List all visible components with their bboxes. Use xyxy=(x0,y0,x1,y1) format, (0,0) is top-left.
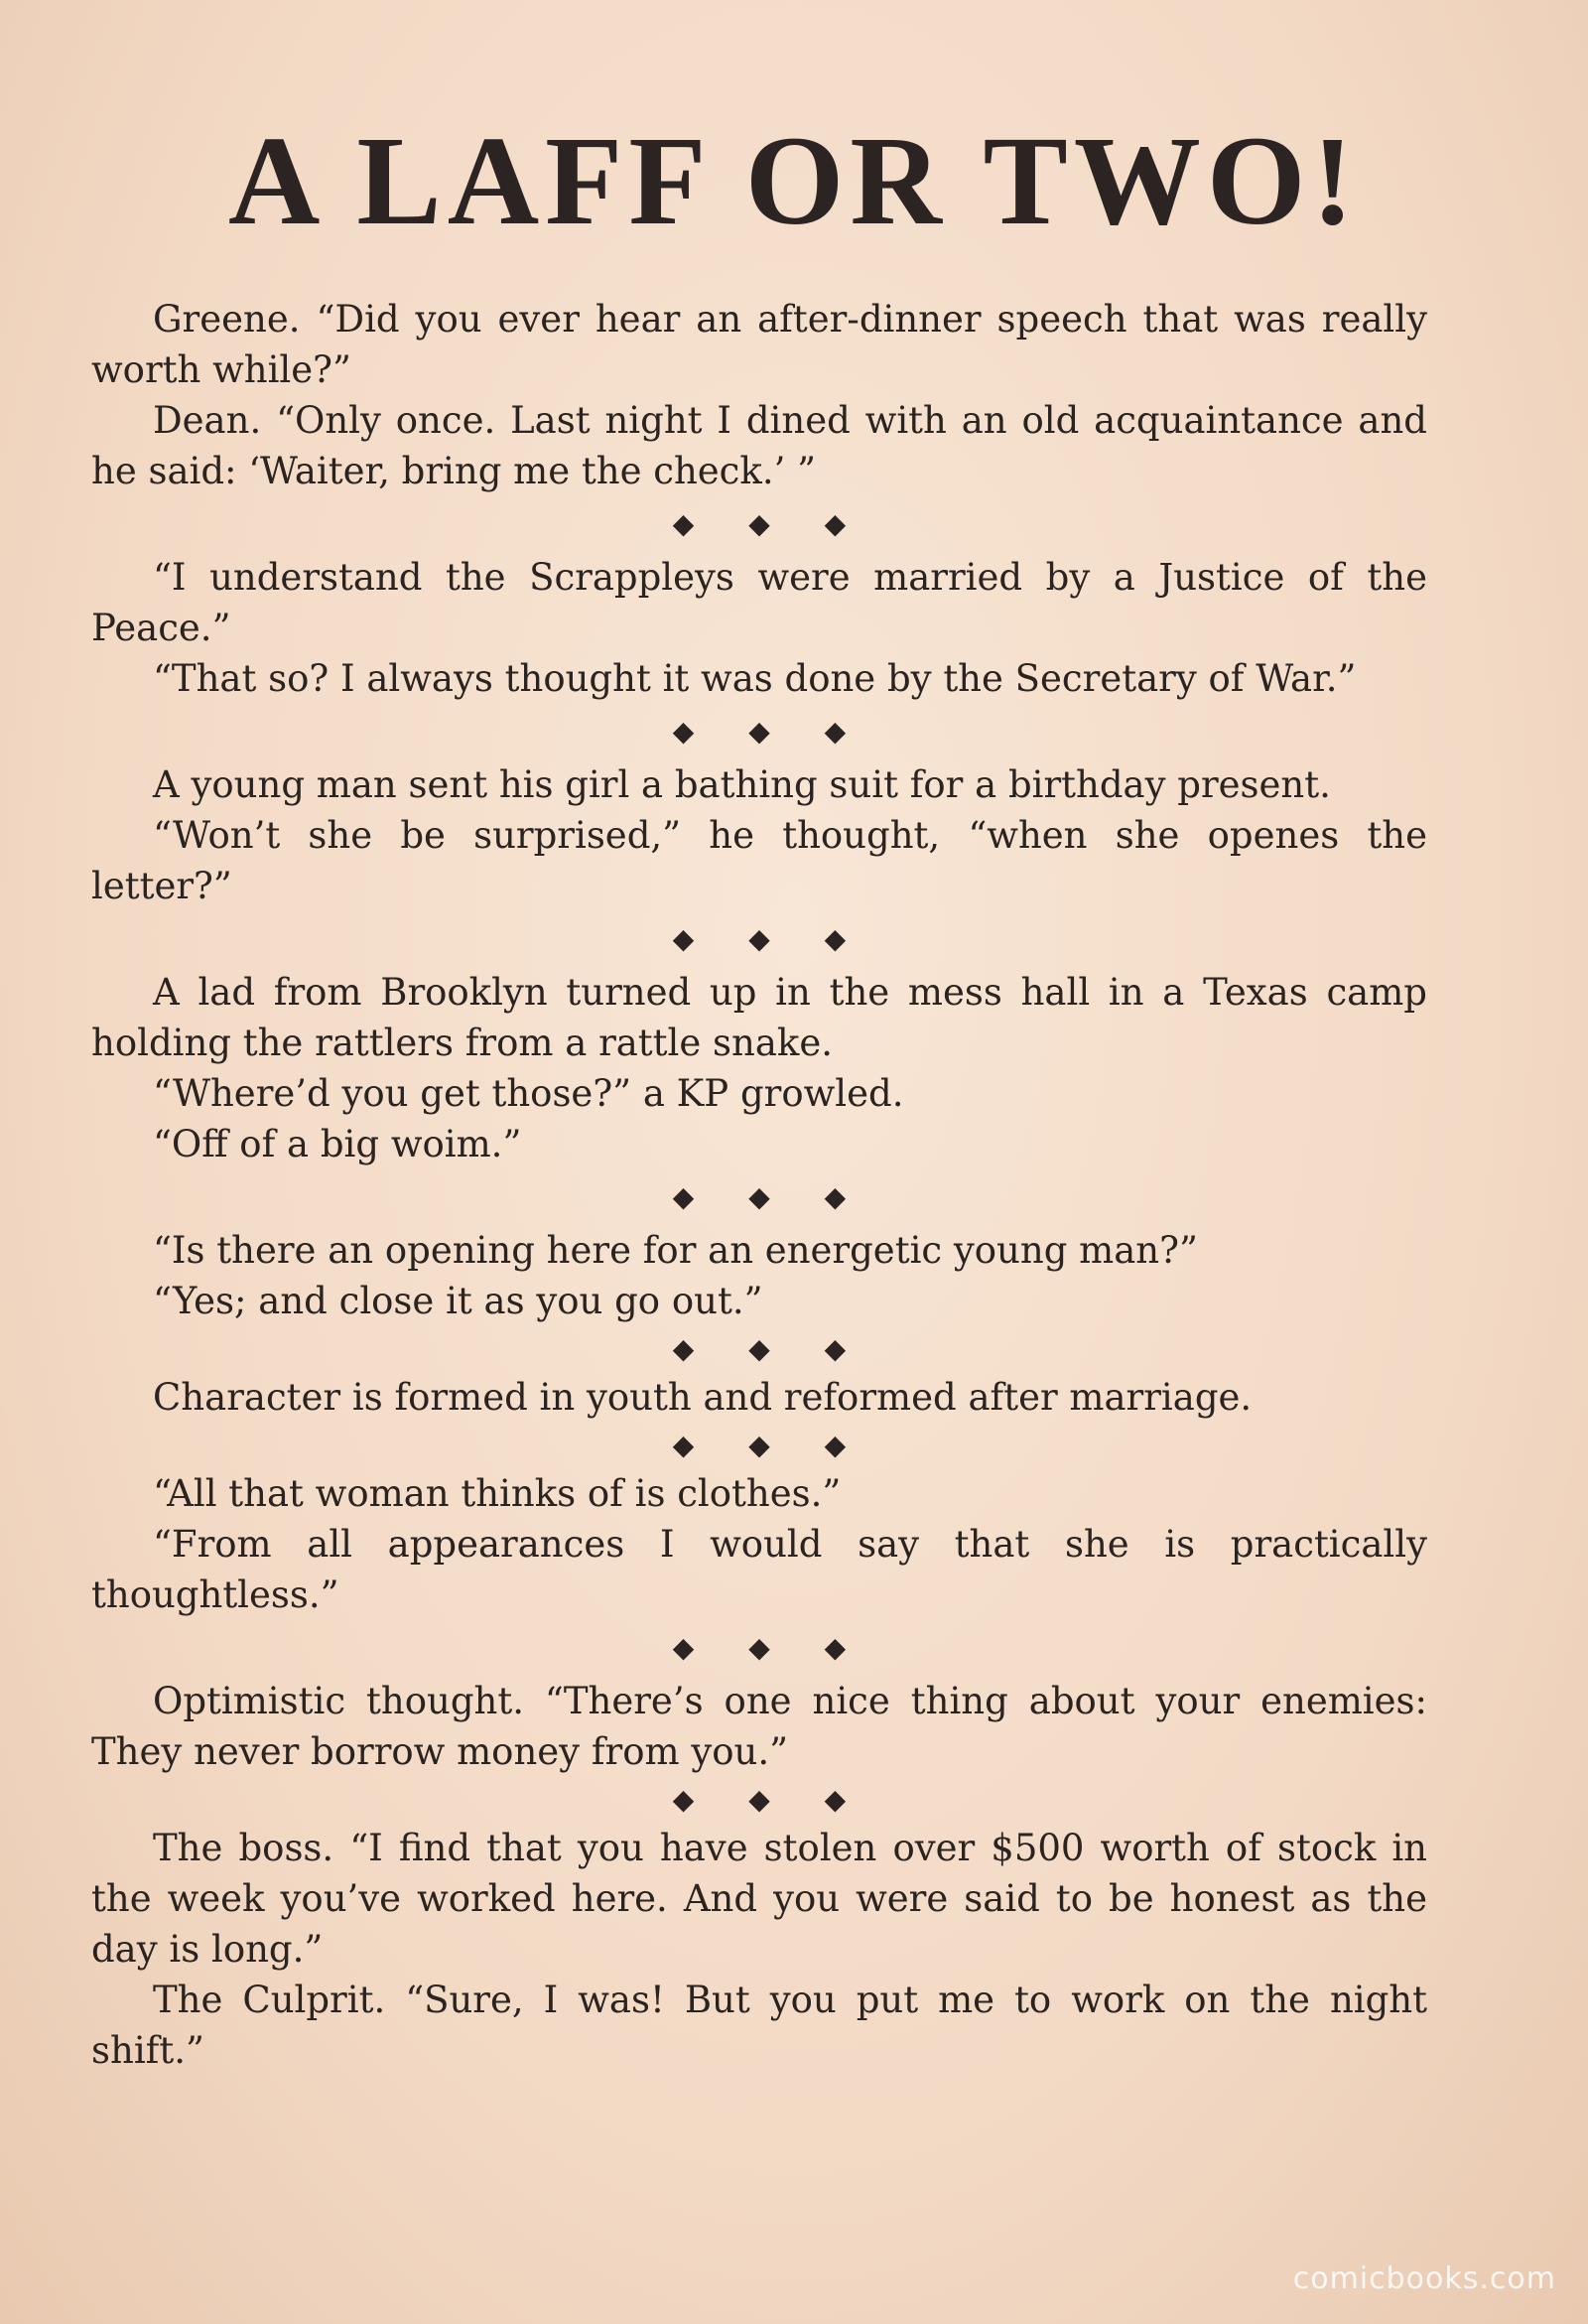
joke-line: Optimistic thought. “There’s one nice thing about your enemies: They never borrow money from you.” xyxy=(91,1680,1427,1773)
joke xyxy=(91,294,1427,496)
joke-line: “I understand the Scrappleys were married by a Justice of the Peace.” xyxy=(91,556,1427,649)
joke-line: “Won’t she be surprised,” he thought, “when she openes the letter?” xyxy=(91,814,1427,907)
joke-line: “That so? I always thought it was done by the Secretary of War.” xyxy=(153,657,1357,700)
joke-line: “Off of a big woim.” xyxy=(153,1123,522,1165)
page-title: A LAFF OR TWO! xyxy=(227,110,1361,251)
joke-line: “All that woman thinks of is clothes.” xyxy=(153,1472,842,1515)
diamond-separator: ◆ ◆ ◆ xyxy=(672,1429,847,1461)
joke xyxy=(91,967,1427,1169)
diamond-separator: ◆ ◆ ◆ xyxy=(672,715,847,748)
diamond-separator: ◆ ◆ ◆ xyxy=(672,1332,847,1365)
joke-line: A lad from Brooklyn turned up in the mess hall in a Texas camp holding the rattlers from a rattle snake. xyxy=(91,971,1427,1064)
joke-line: Dean. “Only once. Last night I dined with an old acquaintance and he said: ‘Waiter, bring me the check.’ ” xyxy=(91,399,1427,492)
joke-line: A young man sent his girl a bathing suit for a birthday present. xyxy=(153,763,1331,806)
joke xyxy=(91,1372,1427,1423)
joke xyxy=(91,759,1427,911)
watermark-text: comicbooks.com xyxy=(1292,2261,1556,2296)
diamond-separator: ◆ ◆ ◆ xyxy=(672,1783,847,1816)
diamond-separator: ◆ ◆ ◆ xyxy=(672,922,847,955)
joke xyxy=(91,1823,1427,2076)
jokes-column xyxy=(91,294,1427,2076)
joke-line: The Culprit. “Sure, I was! But you put me to work on the night shift.” xyxy=(91,1979,1427,2072)
joke-line: “From all appearances I would say that she is practically thoughtless.” xyxy=(91,1523,1427,1616)
joke-line: Character is formed in youth and reformed after marriage. xyxy=(153,1376,1253,1419)
diamond-separator: ◆ ◆ ◆ xyxy=(672,1631,847,1664)
joke-line: “Is there an opening here for an energetic young man?” xyxy=(153,1229,1198,1272)
joke xyxy=(91,1225,1427,1326)
joke-line: The boss. “I find that you have stolen over $500 worth of stock in the week you’ve worked here. And you were said to be honest as the day is long.” xyxy=(91,1827,1427,1971)
diamond-separator: ◆ ◆ ◆ xyxy=(672,1180,847,1213)
joke-line: Greene. “Did you ever hear an after-dinner speech that was really worth while?” xyxy=(91,298,1427,391)
diamond-separator: ◆ ◆ ◆ xyxy=(672,507,847,540)
joke-line: “Where’d you get those?” a KP growled. xyxy=(153,1072,904,1115)
joke-line: “Yes; and close it as you go out.” xyxy=(153,1280,763,1322)
joke xyxy=(91,552,1427,704)
joke xyxy=(91,1468,1427,1620)
joke xyxy=(91,1676,1427,1777)
